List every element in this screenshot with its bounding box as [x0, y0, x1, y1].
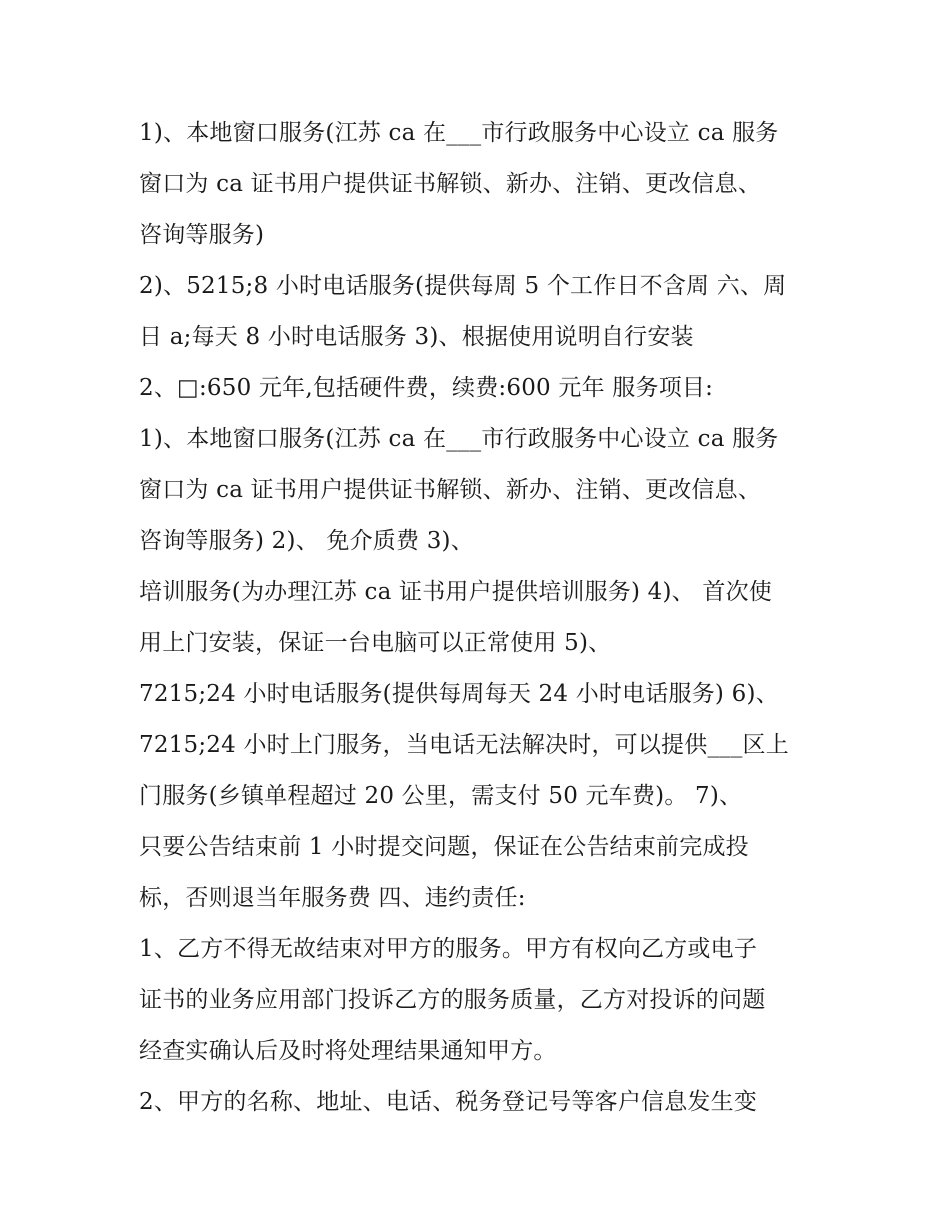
text-line-11: 用上门安装，保证一台电脑可以正常使用 5)、 — [139, 630, 612, 656]
text-line-8: 窗口为 ca 证书用户提供证书解锁、新办、注销、更改信息、 — [139, 477, 762, 503]
text-line-10: 培训服务(为办理江苏 ca 证书用户提供培训服务) 4)、 首次使 — [139, 579, 772, 605]
text-line-17: 1、乙方不得无故结束对甲方的服务。甲方有权向乙方或电子 — [139, 936, 758, 962]
text-line-15: 只要公告结束前 1 小时提交问题，保证在公告结束前完成投 — [139, 834, 749, 860]
text-line-20: 2、甲方的名称、地址、电话、税务登记号等客户信息发生变 — [139, 1089, 758, 1115]
text-line-7: 1)、本地窗口服务(江苏 ca 在___市行政服务中心设立 ca 服务 — [139, 426, 779, 452]
text-line-12: 7215;24 小时电话服务(提供每周每天 24 小时电话服务) 6)、 — [139, 681, 779, 707]
text-line-16: 标，否则退当年服务费 四、违约责任: — [139, 885, 526, 911]
text-line-2: 窗口为 ca 证书用户提供证书解锁、新办、注销、更改信息、 — [139, 171, 762, 197]
text-line-13: 7215;24 小时上门服务，当电话无法解决时，可以提供___区上 — [139, 732, 789, 758]
text-line-14: 门服务(乡镇单程超过 20 公里，需支付 50 元车费)。 7)、 — [139, 783, 743, 809]
text-line-1: 1)、本地窗口服务(江苏 ca 在___市行政服务中心设立 ca 服务 — [139, 120, 779, 146]
text-line-4: 2)、5215;8 小时电话服务(提供每周 5 个工作日不含周 六、周 — [139, 273, 787, 299]
text-line-5: 日 a;每天 8 小时电话服务 3)、根据使用说明自行安装 — [139, 324, 694, 350]
text-line-18: 证书的业务应用部门投诉乙方的服务质量，乙方对投诉的问题 — [139, 987, 766, 1013]
text-line-9: 咨询等服务) 2)、 免介质费 3)、 — [139, 528, 474, 554]
text-line-19: 经查实确认后及时将处理结果通知甲方。 — [139, 1038, 557, 1064]
document-body — [139, 108, 829, 1128]
text-line-6: 2、□:650 元年,包括硬件费，续费:600 元年 服务项目: — [139, 375, 714, 401]
text-line-3: 咨询等服务) — [139, 222, 265, 248]
